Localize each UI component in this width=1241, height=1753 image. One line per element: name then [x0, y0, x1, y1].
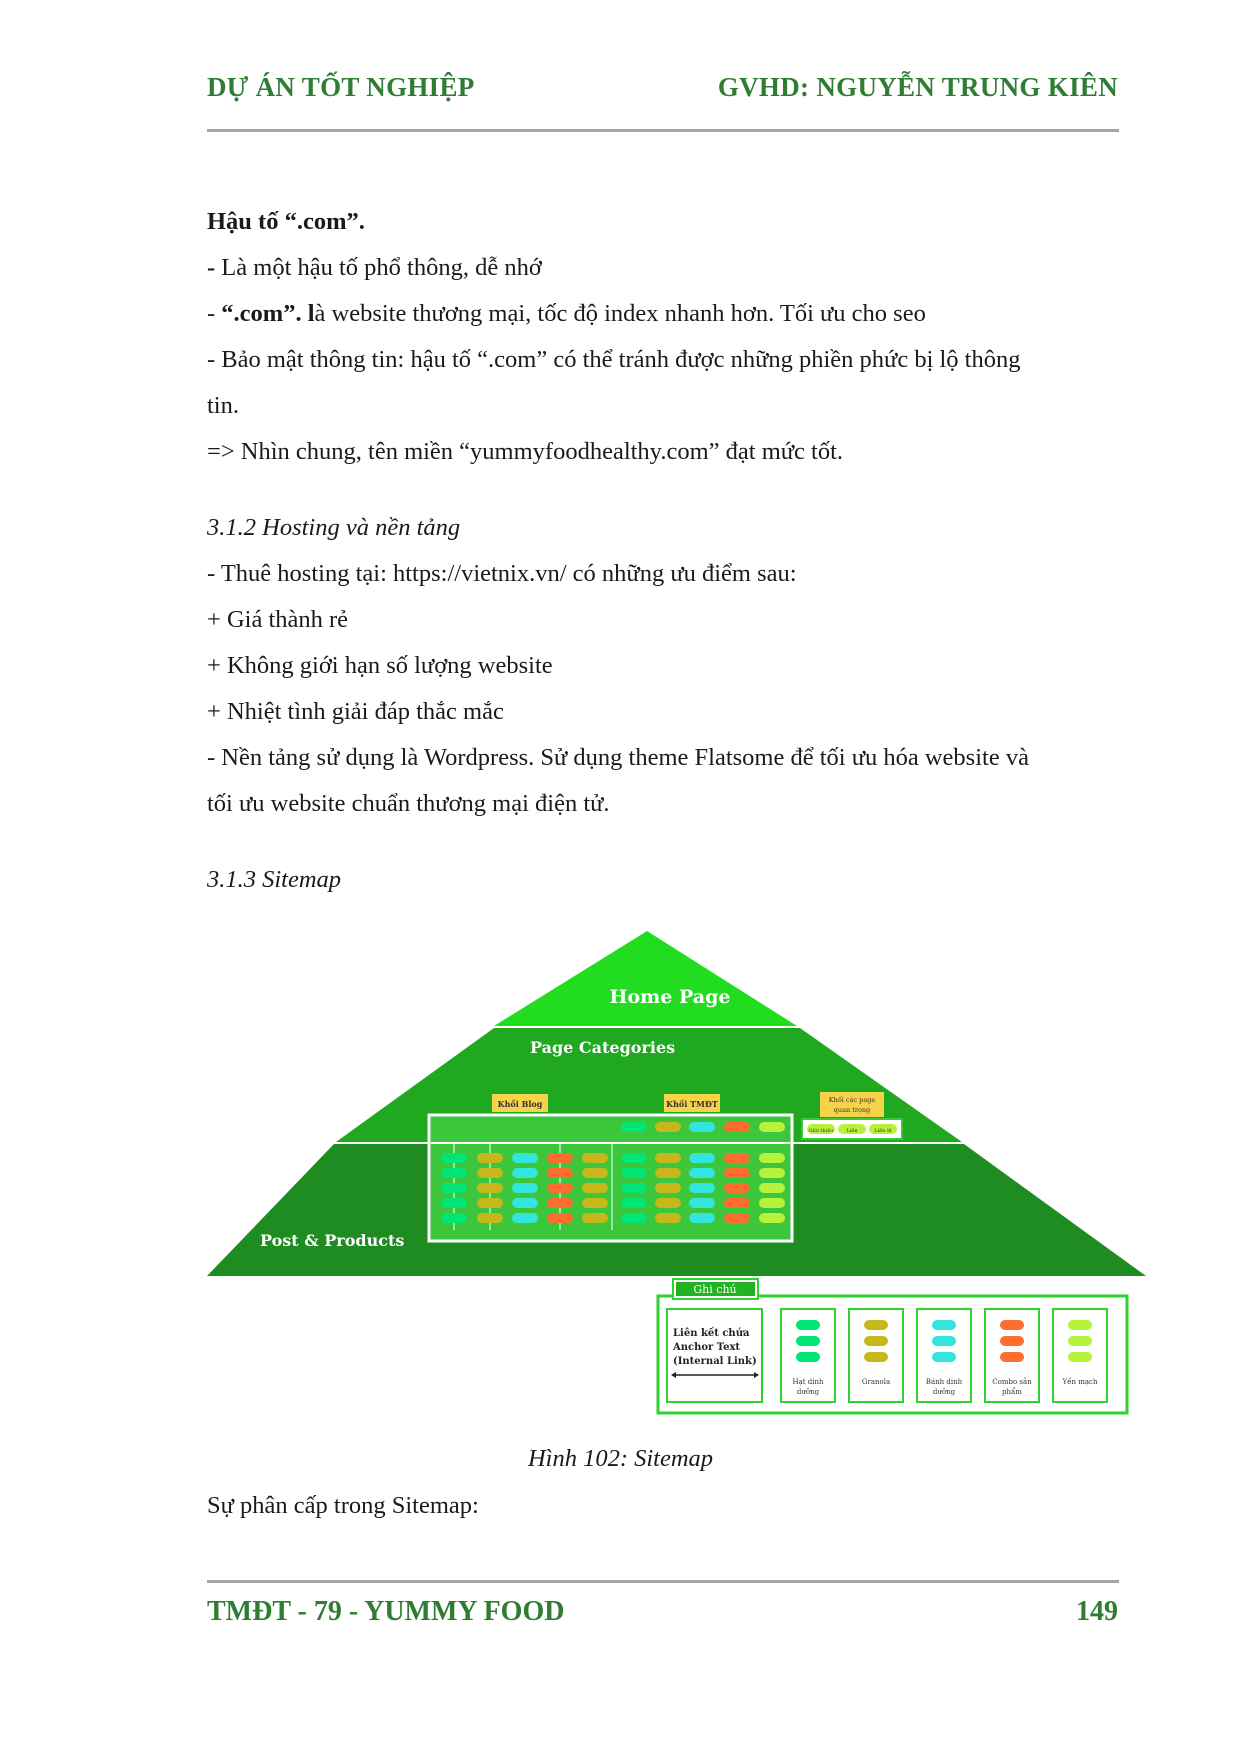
grid-pill	[477, 1183, 503, 1193]
legend-swatch	[796, 1352, 820, 1362]
section-heading-hosting: 3.1.2 Hosting và nền tảng	[207, 514, 461, 541]
grid-pill	[655, 1198, 681, 1208]
legend-title: Ghi chú	[693, 1283, 737, 1296]
grid-pill	[582, 1198, 608, 1208]
grid-pill	[759, 1168, 785, 1178]
grid-pill	[512, 1153, 538, 1163]
grid-pill	[621, 1153, 647, 1163]
grid-pill	[655, 1153, 681, 1163]
grid-pill	[759, 1213, 785, 1223]
page-categories-label: Page Categories	[530, 1038, 676, 1057]
grid-pill	[512, 1183, 538, 1193]
hierarchy-intro: Sự phân cấp trong Sitemap:	[207, 1492, 479, 1519]
category-pill	[621, 1122, 647, 1132]
platform-line: - Nền tảng sử dụng là Wordpress. Sử dụng theme Flatsome để tối ưu hóa website và	[207, 744, 1029, 771]
legend-swatch	[864, 1352, 888, 1362]
grid-pill	[477, 1168, 503, 1178]
grid-pill	[441, 1213, 467, 1223]
grid-pill	[441, 1183, 467, 1193]
pyramid-top-layer	[494, 931, 797, 1026]
grid-pill	[655, 1213, 681, 1223]
legend-item-label: dưỡng	[796, 1388, 820, 1396]
grid-pill	[724, 1213, 750, 1223]
platform-line-cont: tối ưu website chuẩn thương mại điện tử.	[207, 790, 610, 817]
grid-pill	[441, 1168, 467, 1178]
grid-pill	[441, 1153, 467, 1163]
legend-swatch	[1068, 1336, 1092, 1346]
grid-pill	[582, 1168, 608, 1178]
section-heading-sitemap: 3.1.3 Sitemap	[207, 866, 342, 893]
legend-swatch	[1068, 1320, 1092, 1330]
home-page-label: Home Page	[609, 986, 731, 1008]
important-page-text: Giới thiệu	[808, 1128, 834, 1134]
grid-pill	[724, 1168, 750, 1178]
grid-pill	[621, 1183, 647, 1193]
legend-items	[781, 1309, 1107, 1402]
hosting-bullet-1: + Giá thành rẻ	[207, 606, 349, 633]
legend-link-text-3: (Internal Link)	[673, 1356, 757, 1367]
legend-item-label: phẩm	[1002, 1388, 1022, 1396]
legend-swatch	[1000, 1336, 1024, 1346]
important-pages-label-2: quan trọng	[833, 1106, 871, 1114]
legend-item-label: Combo sản	[992, 1378, 1032, 1386]
legend-swatch	[796, 1336, 820, 1346]
grid-pill	[477, 1153, 503, 1163]
grid-pill	[689, 1168, 715, 1178]
grid-pill	[477, 1198, 503, 1208]
grid-pill	[689, 1153, 715, 1163]
blog-block-label: Khối Blog	[497, 1099, 543, 1109]
grid-pill	[655, 1183, 681, 1193]
grid-pill	[547, 1168, 573, 1178]
category-pill	[724, 1122, 750, 1132]
legend-item-label: Bánh dinh	[925, 1378, 963, 1386]
category-pill	[759, 1122, 785, 1132]
grid-pill	[724, 1183, 750, 1193]
legend-item-label: Yến mạch	[1062, 1378, 1098, 1386]
line2-bold: “.com”. l	[221, 300, 315, 327]
category-pill	[689, 1122, 715, 1132]
legend-swatch	[1000, 1320, 1024, 1330]
legend-swatch	[932, 1352, 956, 1362]
category-pill	[655, 1122, 681, 1132]
grid-pill	[547, 1198, 573, 1208]
line1-text: Là một hậu tố phổ thông, dễ nhớ	[215, 254, 542, 281]
grid-pill	[759, 1153, 785, 1163]
grid-pill	[512, 1168, 538, 1178]
legend-swatch	[796, 1320, 820, 1330]
important-page-text: Liên lệ	[874, 1128, 892, 1134]
grid-pill	[759, 1198, 785, 1208]
grid-pill	[512, 1213, 538, 1223]
legend-swatch	[864, 1320, 888, 1330]
legend-link-text-1: Liên kết chứa	[673, 1328, 750, 1339]
grid-pill	[441, 1198, 467, 1208]
hosting-intro: - Thuê hosting tại: https://vietnix.vn/ có những ưu điểm sau:	[207, 560, 797, 587]
ecom-block-label: Khối TMĐT	[666, 1099, 718, 1109]
page-number: 149	[1076, 1596, 1118, 1627]
footer-divider	[207, 1580, 1119, 1583]
legend-item-label: Granola	[861, 1378, 891, 1386]
grid-pill	[689, 1198, 715, 1208]
suffix-heading: Hậu tố “.com”.	[207, 208, 365, 235]
grid-pill	[477, 1213, 503, 1223]
grid-pill	[621, 1168, 647, 1178]
grid-pill	[759, 1183, 785, 1193]
important-page-text: Liên	[846, 1128, 858, 1134]
important-pages-label-1: Khối các page	[828, 1096, 876, 1104]
hosting-bullet-2: + Không giới hạn số lượng website	[207, 652, 553, 679]
grid-pill	[512, 1198, 538, 1208]
hosting-bullet-3: + Nhiệt tình giải đáp thắc mắc	[207, 698, 504, 725]
header-supervisor: GVHD: NGUYỄN TRUNG KIÊN	[717, 72, 1118, 102]
line2-dash: -	[207, 300, 222, 327]
grid-pill	[582, 1153, 608, 1163]
grid-pill	[621, 1213, 647, 1223]
grid-pill	[655, 1168, 681, 1178]
grid-pill	[547, 1213, 573, 1223]
grid-pill	[621, 1198, 647, 1208]
legend-swatch	[1000, 1352, 1024, 1362]
paragraph-line-3-cont: tin.	[207, 392, 239, 419]
grid-pill	[582, 1213, 608, 1223]
line2-text: à website thương mại, tốc độ index nhanh hơn. Tối ưu cho seo	[314, 300, 926, 327]
legend-swatch	[932, 1320, 956, 1330]
grid-pill	[689, 1183, 715, 1193]
figure-caption: Hình 102: Sitemap	[527, 1445, 714, 1472]
paragraph-line-3: - Bảo mật thông tin: hậu tố “.com” có thể tránh được những phiền phức bị lộ thông	[207, 346, 1021, 373]
legend-swatch	[932, 1336, 956, 1346]
legend-item-label: dưỡng	[932, 1388, 956, 1396]
legend-item-label: Hạt dinh	[792, 1378, 824, 1386]
header-project-title: DỰ ÁN TỐT NGHIỆP	[207, 72, 475, 102]
post-products-label: Post & Products	[260, 1231, 405, 1250]
paragraph-line-4: => Nhìn chung, tên miền “yummyfoodhealthy.com” đạt mức tốt.	[207, 438, 844, 465]
legend-link-text-2: Anchor Text	[673, 1342, 741, 1353]
grid-pill	[724, 1153, 750, 1163]
grid-pill	[724, 1198, 750, 1208]
line1-dash: -	[207, 254, 216, 281]
grid-pill	[547, 1183, 573, 1193]
legend-swatch	[1068, 1352, 1092, 1362]
footer-team: TMĐT - 79 - YUMMY FOOD	[207, 1596, 565, 1627]
grid-pill	[547, 1153, 573, 1163]
legend-swatch	[864, 1336, 888, 1346]
grid-pill	[689, 1213, 715, 1223]
grid-pill	[582, 1183, 608, 1193]
